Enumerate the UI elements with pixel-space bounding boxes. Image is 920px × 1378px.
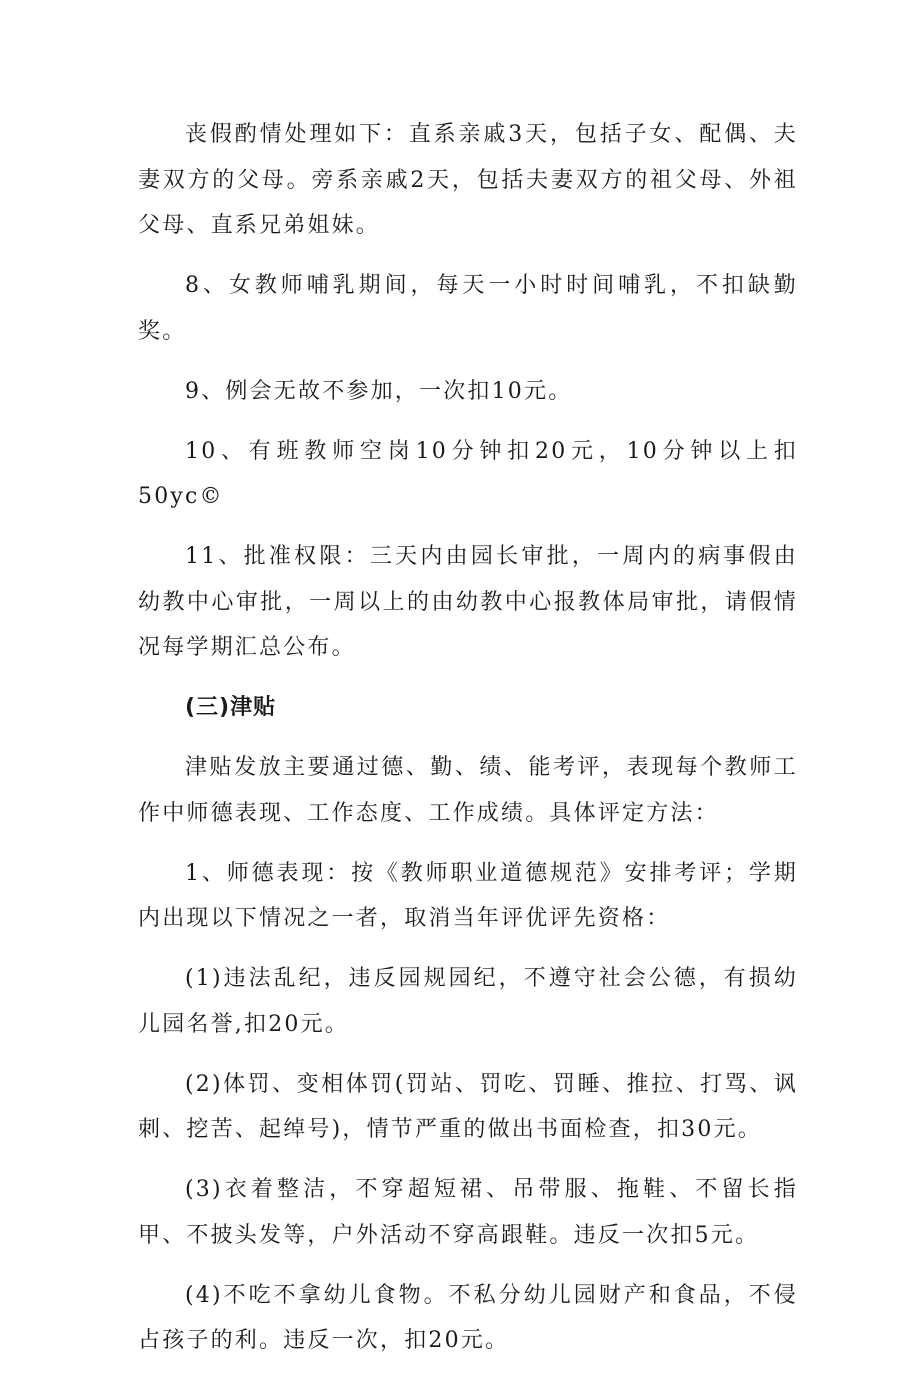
paragraph-subitem-4: (4)不吃不拿幼儿食物。不私分幼儿园财产和食品，不侵占孩子的利。违反一次，扣20元。 (138, 1282, 798, 1353)
section-heading-allowance: (三)津贴 (185, 695, 277, 720)
paragraph-funeral-leave: 丧假酌情处理如下：直系亲戚3天，包括子女、配偶、夫妻双方的父母。旁系亲戚2天，包括夫妻双方的祖父母、外祖父母、直系兄弟姐妹。 (138, 122, 798, 238)
paragraph-allowance-intro: 津贴发放主要通过德、勤、绩、能考评，表现每个教师工作中师德表现、工作态度、工作成绩。具体评定方法： (138, 755, 798, 826)
paragraph-item-9: 9、例会无故不参加，一次扣10元。 (185, 378, 573, 404)
paragraph-subitem-2: (2)体罚、变相体罚(罚站、罚吃、罚睡、推拉、打骂、讽刺、挖苦、起绰号)，情节严重的做出书面检查，扣30元。 (138, 1071, 798, 1142)
document-body (138, 112, 798, 1378)
paragraph-ethics-item-1: 1、师德表现：按《教师职业道德规范》安排考评；学期内出现以下情况之一者，取消当年评优评先资格： (138, 860, 798, 931)
paragraph-subitem-3: (3)衣着整洁，不穿超短裙、吊带服、拖鞋、不留长指甲、不披头发等，户外活动不穿高跟鞋。违反一次扣5元。 (138, 1177, 798, 1248)
paragraph-item-8: 8、女教师哺乳期间，每天一小时时间哺乳，不扣缺勤奖。 (138, 273, 798, 344)
paragraph-item-11: 11、批准权限：三天内由园长审批，一周内的病事假由幼教中心审批，一周以上的由幼教中心报教体局审批，请假情况每学期汇总公布。 (138, 544, 798, 660)
paragraph-item-10: 10、有班教师空岗10分钟扣20元，10分钟以上扣50yc© (138, 438, 798, 509)
paragraph-subitem-1: (1)违法乱纪，违反园规园纪，不遵守社会公德，有损幼儿园名誉,扣20元。 (138, 966, 798, 1037)
